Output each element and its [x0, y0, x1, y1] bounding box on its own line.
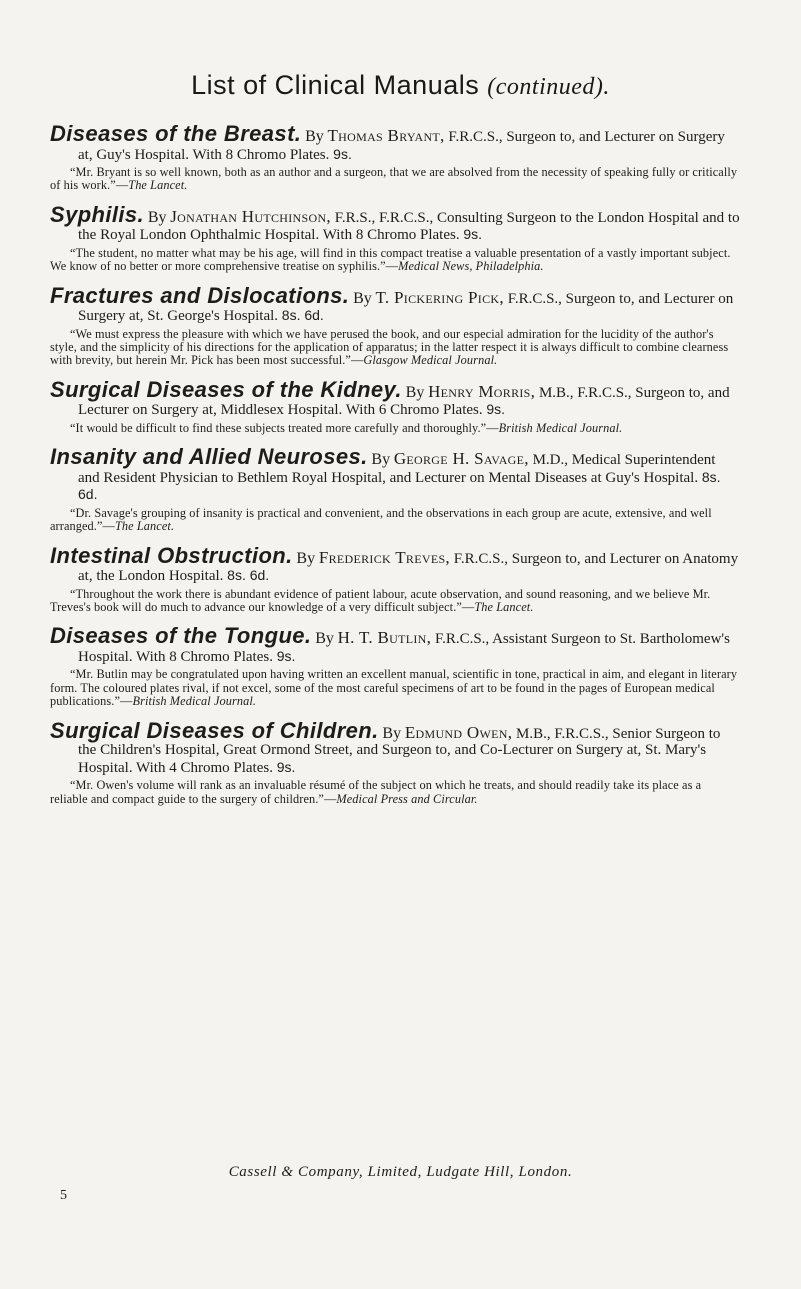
entry-description: F.R.C.S., Surgeon to, and Lecturer on Surgery at, Guy's Hospital. With 8 Chromo Plates.: [78, 129, 725, 163]
entry-price: 9s.: [333, 145, 352, 162]
entry-by: By: [315, 630, 334, 648]
entry-price: 8s. 6d.: [78, 468, 721, 503]
review-quote: “Mr. Owen's volume will rank as an invaluable résumé of the subject on which he treats, and should readily take its place as a reliable and compact guide to the surgery of children.”—: [50, 778, 702, 806]
page-header: [0, 70, 801, 101]
entry-title: Diseases of the Breast.: [50, 121, 302, 146]
entry-description: M.B., F.R.C.S., Surgeon to, and Lecturer on Surgery at, Middlesex Hospital. With 6 Chromo Plates.: [78, 384, 730, 419]
review-source: Medical Press and Circular.: [336, 791, 478, 806]
entry-by: By: [296, 549, 316, 567]
manual-entry: [50, 542, 740, 615]
entry-description: M.D., Medical Superintendent and Resident Physician to Bethlem Royal Hospital, and Lecturer on Mental Diseases at Guy's Hospital.: [78, 452, 716, 486]
entry-review: [50, 166, 740, 193]
entry-author: George H. Savage,: [393, 449, 529, 469]
entry-heading: [50, 444, 740, 504]
manual-list: [50, 121, 740, 820]
entry-price: 8s. 6d.: [281, 307, 324, 324]
entry-heading: [50, 542, 740, 585]
manual-entry: [50, 717, 740, 806]
entry-review: [50, 422, 740, 435]
entry-description: F.R.C.S., Assistant Surgeon to St. Bartholomew's Hospital. With 8 Chromo Plates.: [78, 631, 730, 665]
entry-by: By: [382, 724, 402, 742]
entry-title: Diseases of the Tongue.: [50, 623, 312, 649]
entry-heading: [50, 121, 740, 163]
review-source: The Lancet.: [474, 599, 534, 614]
review-quote: “It would be difficult to find these subjects treated more carefully and thoroughly.”—: [70, 420, 499, 435]
publisher-imprint: Cassell & Company, Limited, Ludgate Hill, London.: [228, 1164, 573, 1180]
review-source: British Medical Journal.: [498, 420, 623, 435]
review-quote: “Throughout the work there is abundant evidence of patient labour, acute observation, and sound reasoning, and we believe Mr. Treves's book will do much to advance our knowledge of a very difficult subject.”—: [50, 586, 711, 614]
entry-author: Jonathan Hutchinson,: [170, 206, 331, 226]
entry-heading: [50, 376, 740, 419]
manual-entry: [50, 201, 740, 274]
entry-title: Syphilis.: [50, 201, 145, 227]
review-quote: “We must express the pleasure with which we have perused the book, and our especial admiration for the lucidity of the author's style, and the simplicity of his directions for the application of apparatus; in the latter respect it is always difficult to combine clearness with brevity, but herein Mr. Pick has been most successful.”—: [50, 326, 729, 368]
entry-description: F.R.C.S., Surgeon to, and Lecturer on Anatomy at, the London Hospital.: [78, 550, 739, 585]
review-quote: “The student, no matter what may be his age, will find in this compact treatise a valuable presentation of a vastly important subject. We know of no better or more comprehensive treatise on syphilis.”—: [50, 245, 731, 274]
entry-author: Thomas Bryant,: [327, 126, 445, 145]
entry-review: [50, 779, 740, 806]
review-source: Medical News, Philadelphia.: [398, 259, 544, 274]
manual-entry: [50, 376, 740, 435]
entry-price: 9s.: [486, 401, 506, 418]
review-quote: “Dr. Savage's grouping of insanity is practical and convenient, and the observations in each group are acute, extensive, and well arranged.”—: [50, 505, 712, 534]
header-title: List of Clinical Manuals: [191, 70, 480, 100]
manual-entry: [50, 121, 740, 193]
entry-author: Henry Morris,: [428, 381, 536, 401]
entry-title: Intestinal Obstruction.: [50, 542, 293, 568]
manual-entry: [50, 444, 740, 534]
manual-entry: [50, 282, 740, 368]
entry-title: Surgical Diseases of Children.: [50, 717, 379, 743]
entry-author: Frederick Treves,: [318, 547, 450, 567]
entry-review: [50, 247, 740, 274]
entry-review: [50, 507, 740, 534]
review-quote: “Mr. Butlin may be congratulated upon having written an excellent manual, scientific in tone, practical in aim, and elegant in literary form. The coloured plates rival, if not excel, some of the most careful specimens of art to be found in the pages of European medical publications.”—: [50, 667, 738, 709]
entry-heading: [50, 201, 740, 244]
entry-by: By: [147, 208, 167, 226]
review-quote: “Mr. Bryant is so well known, both as an author and a surgeon, that we are absolved from the necessity of speaking fully or critically of his work.”—: [50, 165, 738, 193]
entry-heading: [50, 282, 740, 325]
entry-price: 9s.: [276, 758, 296, 775]
review-source: The Lancet.: [128, 178, 188, 193]
review-source: Glasgow Medical Journal.: [363, 353, 498, 368]
entry-price: 9s.: [276, 647, 296, 664]
review-source: The Lancet.: [114, 519, 175, 534]
page-number: 5: [60, 1188, 67, 1203]
entry-title: Fractures and Dislocations.: [50, 282, 350, 308]
entry-by: By: [405, 383, 425, 401]
entry-author: T. Pickering Pick,: [375, 287, 504, 307]
entry-by: By: [353, 289, 372, 307]
entry-author: H. T. Butlin,: [337, 628, 432, 648]
entry-price: 9s.: [463, 226, 483, 243]
entry-title: Surgical Diseases of the Kidney.: [50, 376, 402, 402]
manual-entry: [50, 623, 740, 709]
entry-description: F.R.S., F.R.C.S., Consulting Surgeon to the London Hospital and to the Royal London Ophthalmic Hospital. With 8 Chromo Plates.: [78, 209, 740, 244]
entry-review: [50, 588, 740, 615]
header-continued: (continued).: [487, 74, 610, 100]
entry-heading: [50, 623, 740, 665]
entry-review: [50, 328, 740, 368]
entry-by: By: [371, 451, 391, 469]
entry-review: [50, 668, 740, 708]
entry-by: By: [305, 128, 324, 145]
entry-description: F.R.C.S., Surgeon to, and Lecturer on Surgery at, St. George's Hospital.: [78, 290, 734, 325]
entry-description: M.B., F.R.C.S., Senior Surgeon to the Children's Hospital, Great Ormond Street, and Surgeon to, and Co-Lecturer on Surgery at, St. Mary's Hospital. With 4 Chromo Plates.: [78, 725, 721, 776]
review-source: British Medical Journal.: [132, 694, 257, 709]
entry-title: Insanity and Allied Neuroses.: [50, 444, 368, 470]
entry-author: Edmund Owen,: [404, 722, 513, 742]
entry-price: 8s. 6d.: [227, 567, 270, 584]
entry-heading: [50, 717, 740, 777]
